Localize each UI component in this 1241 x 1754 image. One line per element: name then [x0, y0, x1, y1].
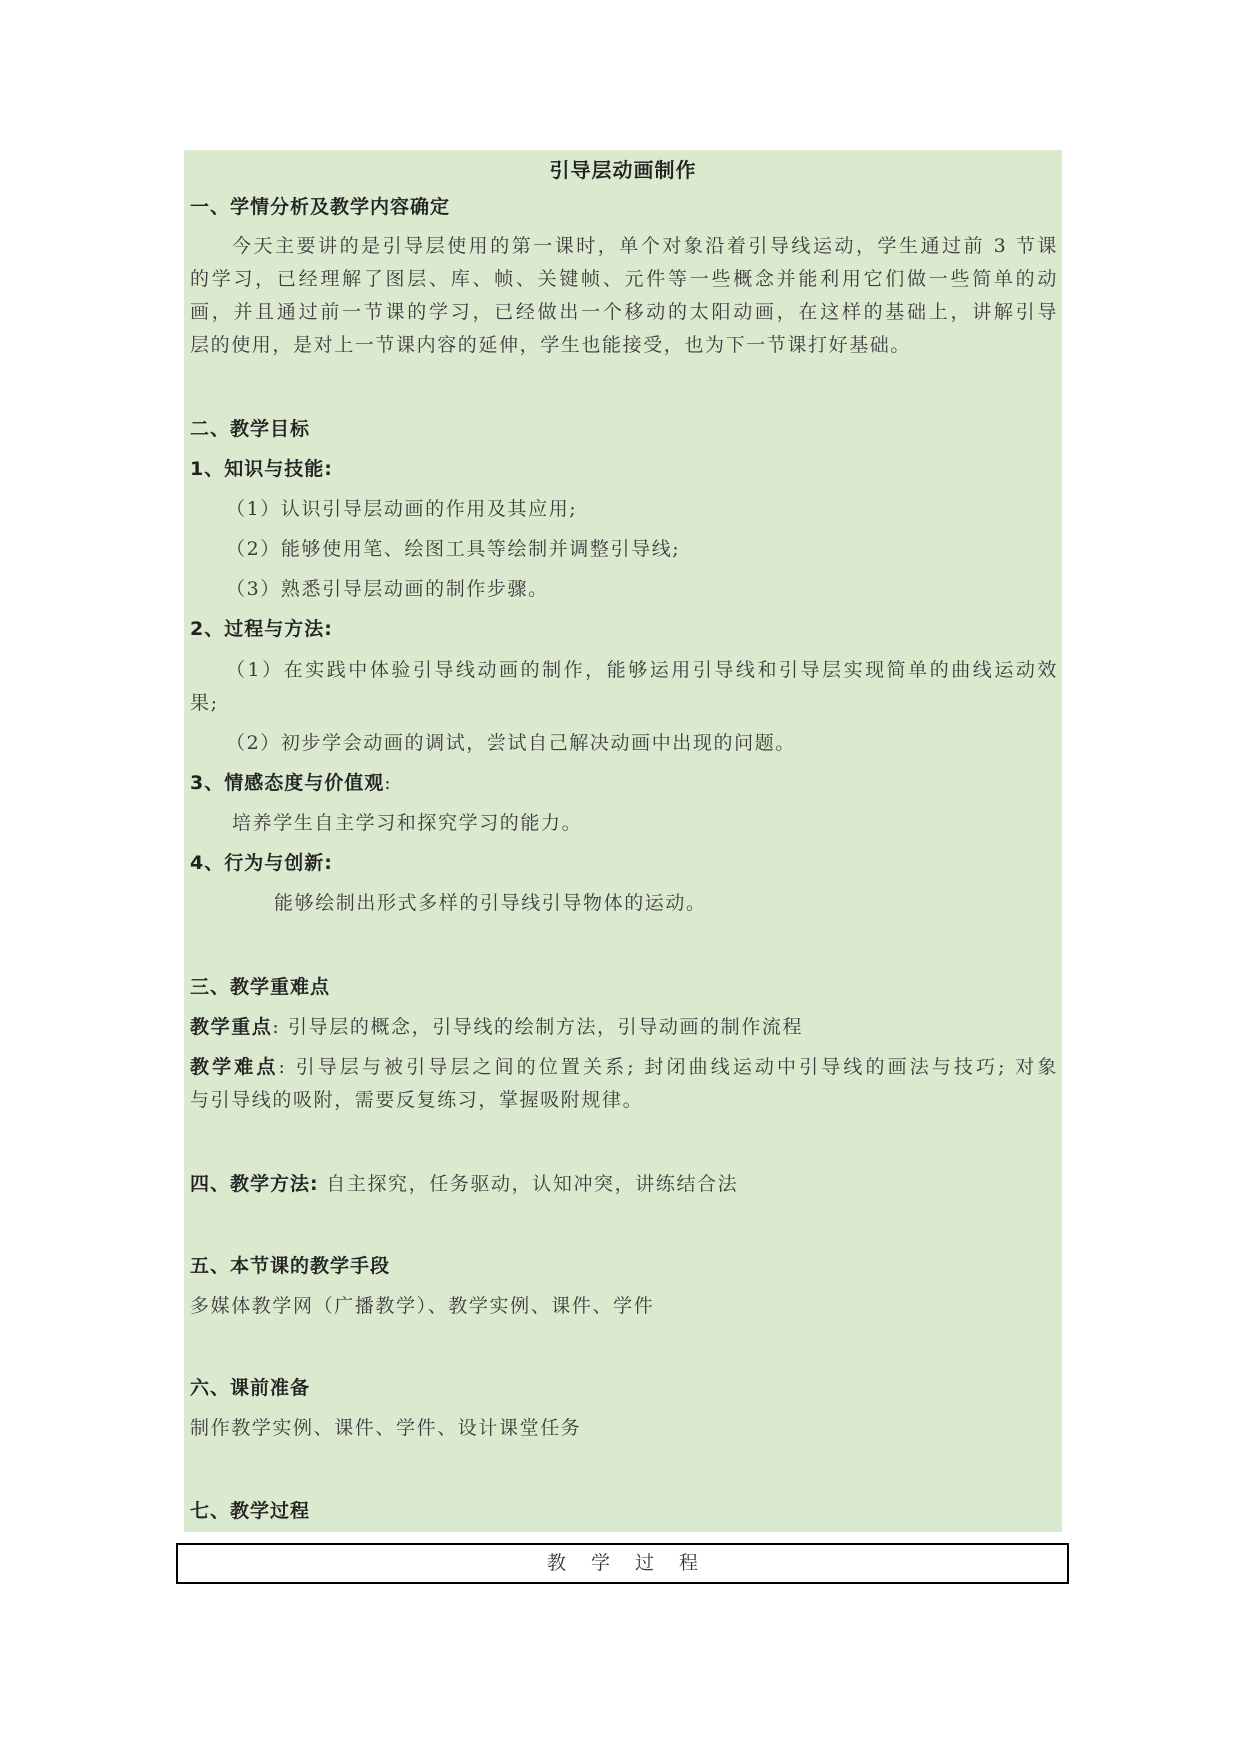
attitude-values-heading: 3、情感态度与价值观: [190, 772, 385, 794]
teaching-difficult-line-1: : 引导层与被引导层之间的位置关系; 封闭曲线运动中引导线的画法与技巧; 对象: [278, 1056, 1058, 1078]
attitude-values-colon: :: [384, 772, 393, 794]
section6-text: 制作教学实例、课件、学件、设计课堂任务: [190, 1417, 582, 1439]
knowledge-item-3: （3）熟悉引导层动画的制作步骤。: [226, 578, 549, 600]
section1-heading: 一、学情分析及教学内容确定: [190, 196, 451, 218]
teaching-difficult-point: [190, 1050, 1058, 1084]
process-item-2: （2）初步学会动画的调试，尝试自己解决动画中出现的问题。: [226, 732, 796, 754]
teaching-difficult-line-2: 与引导线的吸附，需要反复练习，掌握吸附规律。: [190, 1089, 644, 1111]
section3-heading: 三、教学重难点: [190, 976, 331, 998]
process-method-heading: 2、过程与方法:: [190, 618, 333, 640]
section5-text: 多媒体教学网（广播教学）、教学实例、课件、学件: [190, 1295, 655, 1317]
section4-heading: 四、教学方法:: [190, 1173, 319, 1195]
section1-para-line-4: 层的使用，是对上一节课内容的延伸，学生也能接受，也为下一节课打好基础。: [190, 334, 912, 356]
teaching-difficult-label: 教学难点: [190, 1056, 279, 1078]
section1-para-line-3: 画，并且通过前一节课的学习，已经做出一个移动的太阳动画，在这样的基础上，讲解引导: [190, 301, 1058, 323]
knowledge-item-2: （2）能够使用笔、绘图工具等绘制并调整引导线;: [226, 538, 681, 560]
section1-para-line-1: 今天主要讲的是引导层使用的第一课时，单个对象沿着引导线运动，学生通过前 3 节课: [232, 235, 1058, 257]
section4-line: [190, 1167, 1058, 1201]
teaching-process-table-header: [176, 1543, 1069, 1584]
teaching-process-header-text: 教学过程: [546, 1552, 723, 1574]
behavior-innovation-text: 能够绘制出形式多样的引导线引导物体的运动。: [274, 892, 707, 914]
section4-text: 自主探究，任务驱动，认知冲突，讲练结合法: [318, 1173, 739, 1195]
section1-para-line-2: 的学习，已经理解了图层、库、帧、关键帧、元件等一些概念并能利用它们做一些简单的动: [190, 268, 1058, 290]
process-item-1-line-1: （1）在实践中体验引导线动画的制作，能够运用引导线和引导层实现简单的曲线运动效: [226, 659, 1058, 681]
knowledge-item-1: （1）认识引导层动画的作用及其应用;: [226, 498, 578, 520]
section2-heading: 二、教学目标: [190, 418, 311, 440]
section5-heading: 五、本节课的教学手段: [190, 1255, 391, 1277]
attitude-values-text: 培养学生自主学习和探究学习的能力。: [232, 812, 583, 834]
teaching-key-text: : 引导层的概念，引导线的绘制方法，引导动画的制作流程: [272, 1016, 804, 1038]
section6-heading: 六、课前准备: [190, 1377, 311, 1399]
lesson-plan-panel: [184, 150, 1062, 1532]
knowledge-skills-heading: 1、知识与技能:: [190, 458, 333, 480]
attitude-values-heading-line: [190, 766, 1058, 800]
teaching-key-point: [190, 1010, 1058, 1044]
section7-heading: 七、教学过程: [190, 1500, 311, 1522]
process-item-1-line-2: 果;: [190, 692, 219, 714]
teaching-key-label: 教学重点: [190, 1016, 273, 1038]
document-title: 引导层动画制作: [549, 158, 697, 182]
behavior-innovation-heading: 4、行为与创新:: [190, 852, 333, 874]
